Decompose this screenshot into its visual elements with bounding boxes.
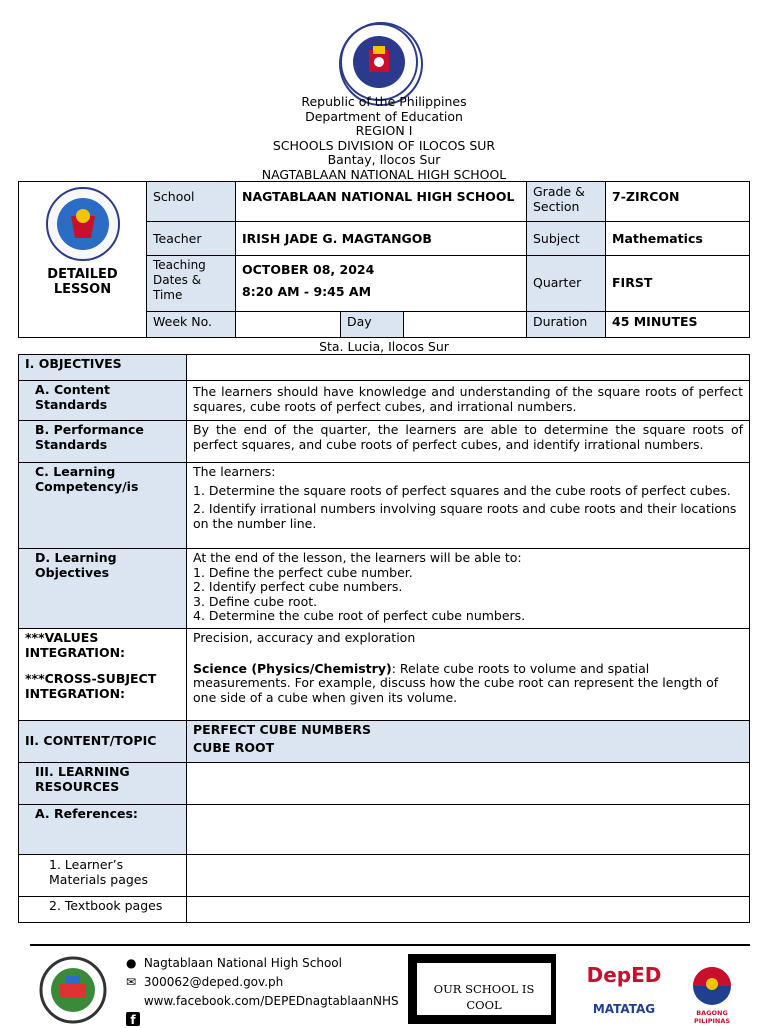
content-topic-label: II. CONTENT/TOPIC	[19, 721, 187, 763]
competency-cell	[187, 463, 750, 549]
bagong-pilipinas-emblem	[682, 962, 742, 1006]
letterhead	[234, 95, 534, 182]
lo-intro: At the end of the lesson, the learners will be able to:	[193, 550, 522, 565]
cross-subject-text	[193, 662, 743, 706]
references-empty	[187, 805, 750, 855]
header-line-3: REGION I	[355, 123, 413, 138]
week-value	[236, 312, 341, 338]
values-text: Precision, accuracy and exploration	[193, 630, 416, 645]
cross-subject-label: ***CROSS-SUBJECT INTEGRATION:	[25, 671, 157, 701]
school-logo	[36, 956, 110, 1027]
quarter-label: Quarter	[527, 256, 606, 312]
header-line-2: Department of Education	[305, 108, 463, 124]
footer-email[interactable]: 300062@deped.gov.ph	[143, 975, 284, 989]
cross-subject-body: : Relate cube roots to volume and spatial measurements. For example, discuss how the cube root can represent the length of one side of a cube when given its volume.	[193, 660, 719, 705]
dlp-title-line-1: DETAILED	[47, 267, 118, 282]
location-pin-icon: ●	[126, 956, 137, 970]
matatag-text: MATATAG	[592, 1002, 656, 1016]
day-value	[404, 312, 527, 338]
teacher-value: IRISH JADE G. MAGTANGOB	[236, 222, 527, 256]
quarter-value: FIRST	[606, 256, 750, 312]
school-value: NAGTABLAAN NATIONAL HIGH SCHOOL	[236, 182, 527, 222]
dlp-title-line-2: LESSON	[53, 282, 112, 297]
dates-label: Teaching Dates & Time	[147, 256, 236, 312]
competency-intro: The learners:	[193, 464, 276, 479]
learning-objectives-cell	[187, 549, 750, 629]
footer-logo-strip	[408, 954, 746, 1024]
deped-matatag-logos	[556, 954, 746, 1024]
grade-label: Grade & Section	[527, 182, 606, 222]
facebook-icon: f	[126, 1012, 140, 1026]
performance-standards-text: By the end of the quarter, the learners are able to determine the square roots of perfect squares, and cube roots of perfect cubes, and identify irrational numbers.	[187, 421, 750, 463]
header-line-6: NAGTABLAAN NATIONAL HIGH SCHOOL	[261, 166, 507, 182]
lesson-info-table	[18, 181, 750, 338]
footer-contact	[126, 954, 399, 1026]
header-line-5: Bantay, Ilocos Sur	[327, 152, 441, 167]
lm-pages-label: 1. Learner’s Materials pages	[19, 855, 187, 897]
competency-2: 2. Identify irrational numbers involving square roots and cube roots and their locations on the number line.	[193, 501, 737, 531]
title-cell	[19, 182, 147, 338]
footer-email-row	[126, 973, 399, 992]
content-standards-label: A. Content Standards	[19, 381, 187, 421]
date-value: OCTOBER 08, 2024	[242, 262, 375, 277]
objectives-heading: I. OBJECTIVES	[19, 355, 187, 381]
lm-pages-empty	[187, 855, 750, 897]
content-standards-text: The learners should have knowledge and understanding of the square roots of perfect squares, cube roots of perfect cubes, and irrational numbers.	[187, 381, 750, 421]
footer-facebook-row	[126, 992, 399, 1011]
time-value: 8:20 AM - 9:45 AM	[242, 284, 372, 299]
grade-value: 7-ZIRCON	[606, 182, 750, 222]
bagong-text: BAGONG PILIPINAS	[693, 1009, 731, 1025]
lesson-plan-table	[18, 354, 750, 923]
bagong-pilipinas-logo	[679, 962, 745, 1025]
header-line-4: SCHOOLS DIVISION OF ILOCOS SUR	[272, 137, 496, 153]
content-topic-cell	[187, 721, 750, 763]
dates-cell	[236, 256, 527, 312]
week-label: Week No.	[147, 312, 236, 338]
duration-value: 45 MINUTES	[606, 312, 750, 338]
competency-1: 1. Determine the square roots of perfect squares and the cube roots of perfect cubes.	[193, 482, 731, 498]
integration-labels	[19, 629, 187, 721]
learning-resources-empty	[187, 763, 750, 805]
lo-item-2: 2. Identify perfect cube numbers.	[193, 579, 403, 594]
deped-text: DepED	[586, 963, 662, 987]
header-line-1: Republic of the Philippines	[301, 94, 467, 109]
day-label: Day	[341, 312, 404, 338]
topic-2: CUBE ROOT	[193, 739, 275, 755]
location-line: Sta. Lucia, Ilocos Sur	[319, 339, 449, 354]
cool-text: OUR SCHOOL IS COOL	[433, 982, 535, 1012]
teacher-label: Teacher	[147, 222, 236, 256]
deped-logo	[582, 964, 666, 1016]
textbook-pages-label: 2. Textbook pages	[19, 897, 187, 923]
lo-item-4: 4. Determine the cube root of perfect cube numbers.	[193, 608, 526, 623]
footer-divider	[30, 944, 750, 946]
subject-label: Subject	[527, 222, 606, 256]
textbook-pages-empty	[187, 897, 750, 923]
objectives-empty	[187, 355, 750, 381]
duration-label: Duration	[527, 312, 606, 338]
lo-item-3: 3. Define cube root.	[193, 593, 318, 609]
school-label: School	[147, 182, 236, 222]
competency-label: C. Learning Competency/is	[19, 463, 187, 549]
footer-school-row	[126, 954, 399, 973]
deped-seal-icon	[35, 186, 131, 262]
our-school-is-cool-logo	[417, 963, 551, 1015]
integration-cell	[187, 629, 750, 721]
references-label: A. References:	[19, 805, 187, 855]
footer-facebook[interactable]: www.facebook.com/DEPEDnagtablaanNHS	[143, 994, 399, 1008]
cross-subject-bold: Science (Physics/Chemistry)	[193, 660, 392, 676]
learning-resources-label: III. LEARNING RESOURCES	[19, 763, 187, 805]
learning-objectives-label: D. Learning Objectives	[19, 549, 187, 629]
subject-value: Mathematics	[606, 222, 750, 256]
values-label: ***VALUES INTEGRATION:	[25, 630, 126, 660]
lo-item-1: 1. Define the perfect cube number.	[193, 564, 413, 580]
performance-standards-label: B. Performance Standards	[19, 421, 187, 463]
topic-1: PERFECT CUBE NUMBERS	[193, 722, 371, 737]
mail-icon: ✉	[126, 975, 137, 989]
footer-school-name: Nagtablaan National High School	[143, 956, 342, 970]
